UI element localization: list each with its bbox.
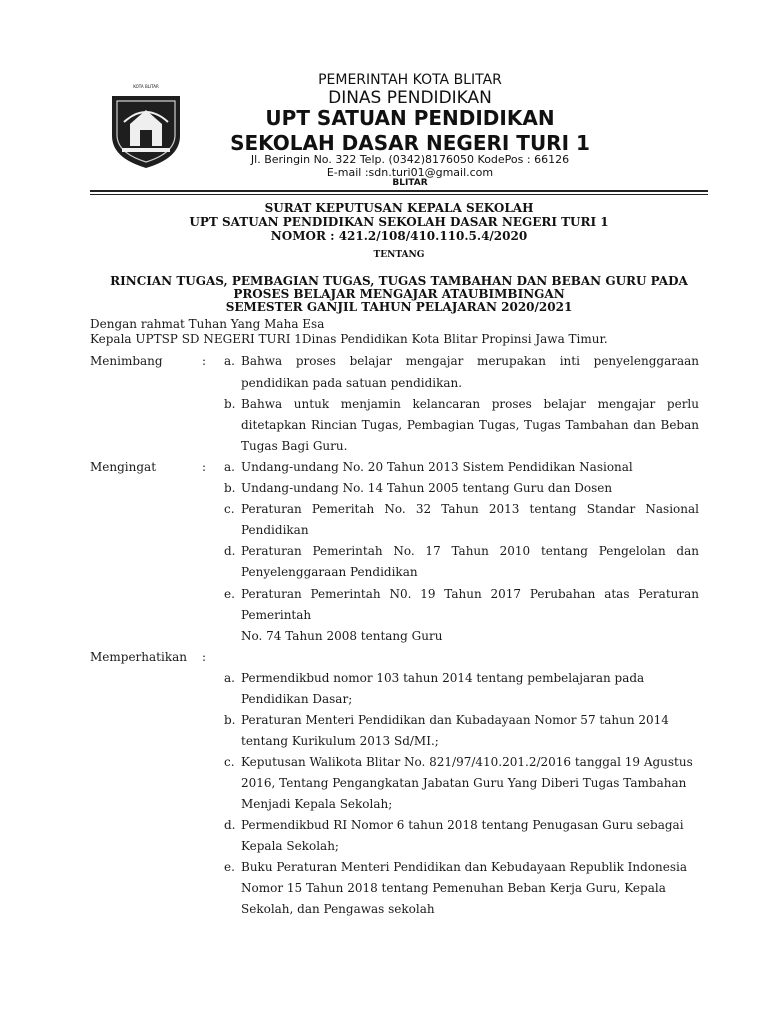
opening-line: Kepala UPTSP SD NEGERI TURI 1Dinas Pendidikan Kota Blitar Propinsi Jawa Timur. [90,332,608,346]
letterhead-divider-thick [90,190,708,192]
decree-issuer: UPT SATUAN PENDIDIKAN SEKOLAH DASAR NEGERI TURI 1 [189,215,609,229]
item-text: Permendikbud nomor 103 tahun 2014 tentang pembelajaran pada [241,671,645,685]
item-letter: a. [224,354,235,368]
letterhead-divider-thin [90,194,708,195]
item-letter: b. [224,397,236,411]
item-text: Pemerintah [241,608,312,622]
item-letter: b. [224,713,236,727]
decree-tentang: TENTANG [373,250,425,260]
letterhead-department: DINAS PENDIDIKAN [328,88,492,108]
item-text: Keputusan Walikota Blitar No. 821/97/410.201.2/2016 tanggal 19 Agustus [241,755,693,769]
item-letter: a. [224,671,235,685]
item-text: tentang Kurikulum 2013 Sd/MI.; [241,734,439,748]
logo-caption: KOTA BLITAR [133,84,159,89]
item-text: Peraturan Pemeritah No. 32 Tahun 2013 tentang Standar Nasional [241,502,699,516]
decree-number: NOMOR : 421.2/108/410.110.5.4/2020 [270,229,528,243]
section-colon: : [202,650,207,664]
item-letter: e. [224,860,235,874]
item-text: Nomor 15 Tahun 2018 tentang Pemenuhan Beban Kerja Guru, Kepala [241,881,666,895]
decree-subject-line2: PROSES BELAJAR MENGAJAR ATAUBIMBINGAN [233,287,565,301]
item-letter: b. [224,481,236,495]
item-letter: c. [224,755,235,769]
item-text: Sekolah, dan Pengawas sekolah [241,902,435,916]
item-text: Peraturan Pemerintah No. 17 Tahun 2010 tentang Pengelolan dan [241,544,699,558]
section-label-mengingat: Mengingat [90,460,157,474]
item-text: Peraturan Pemerintah N0. 19 Tahun 2017 Perubahan atas Peraturan [241,587,699,601]
letterhead-email: E-mail :sdn.turi01@gmail.com [326,166,494,179]
decree-title: SURAT KEPUTUSAN KEPALA SEKOLAH [264,201,534,215]
item-text: Bahwa untuk menjamin kelancaran proses belajar mengajar perlu [241,397,699,411]
decree-subject-line1: RINCIAN TUGAS, PEMBAGIAN TUGAS, TUGAS TAMBAHAN DAN BEBAN GURU PADA [110,274,688,288]
item-text: No. 74 Tahun 2008 tentang Guru [241,629,443,643]
item-letter: a. [224,460,235,474]
item-letter: e. [224,587,235,601]
letterhead-unit: UPT SATUAN PENDIDIKAN [265,106,555,130]
item-text: Tugas Bagi Guru. [241,439,348,453]
item-text: Kepala Sekolah; [241,839,339,853]
letterhead-school-name: SEKOLAH DASAR NEGERI TURI 1 [230,131,590,155]
letterhead-government: PEMERINTAH KOTA BLITAR [318,72,502,88]
item-text: pendidikan pada satuan pendidikan. [241,376,463,390]
item-text: Buku Peraturan Menteri Pendidikan dan Kebudayaan Republik Indonesia [241,860,688,874]
section-colon: : [202,354,207,368]
item-text: Penyelenggaraan Pendidikan [241,565,418,579]
item-text: ditetapkan Rincian Tugas, Pembagian Tugas, Tugas Tambahan dan Beban [241,418,699,432]
item-letter: d. [224,818,236,832]
section-label-memperhatikan: Memperhatikan [90,650,187,664]
letterhead-address: Jl. Beringin No. 322 Telp. (0342)8176050 KodePos : 66126 [250,153,570,166]
item-text: Undang-undang No. 20 Tahun 2013 Sistem Pendidikan Nasional [241,460,633,474]
city-logo-emblem [106,86,186,170]
item-text: Permendikbud RI Nomor 6 tahun 2018 tentang Penugasan Guru sebagai [241,818,684,832]
item-text: Menjadi Kepala Sekolah; [241,797,393,811]
section-label-menimbang: Menimbang [90,354,163,368]
item-text: Peraturan Menteri Pendidikan dan Kubadayaan Nomor 57 tahun 2014 [241,713,669,727]
item-text: Undang-undang No. 14 Tahun 2005 tentang Guru dan Dosen [241,481,613,495]
item-text: Pendidikan Dasar; [241,692,353,706]
item-letter: c. [224,502,235,516]
item-text: Bahwa proses belajar mengajar merupakan inti penyelenggaraan [241,354,699,368]
section-colon: : [202,460,207,474]
opening-line: Dengan rahmat Tuhan Yang Maha Esa [90,317,325,331]
letterhead-city: BLITAR [392,178,428,188]
item-text: 2016, Tentang Pengangkatan Jabatan Guru Yang Diberi Tugas Tambahan [241,776,687,790]
decree-subject-line3: SEMESTER GANJIL TAHUN PELAJARAN 2020/2021 [225,300,573,314]
item-text: Pendidikan [241,523,309,537]
item-letter: d. [224,544,236,558]
